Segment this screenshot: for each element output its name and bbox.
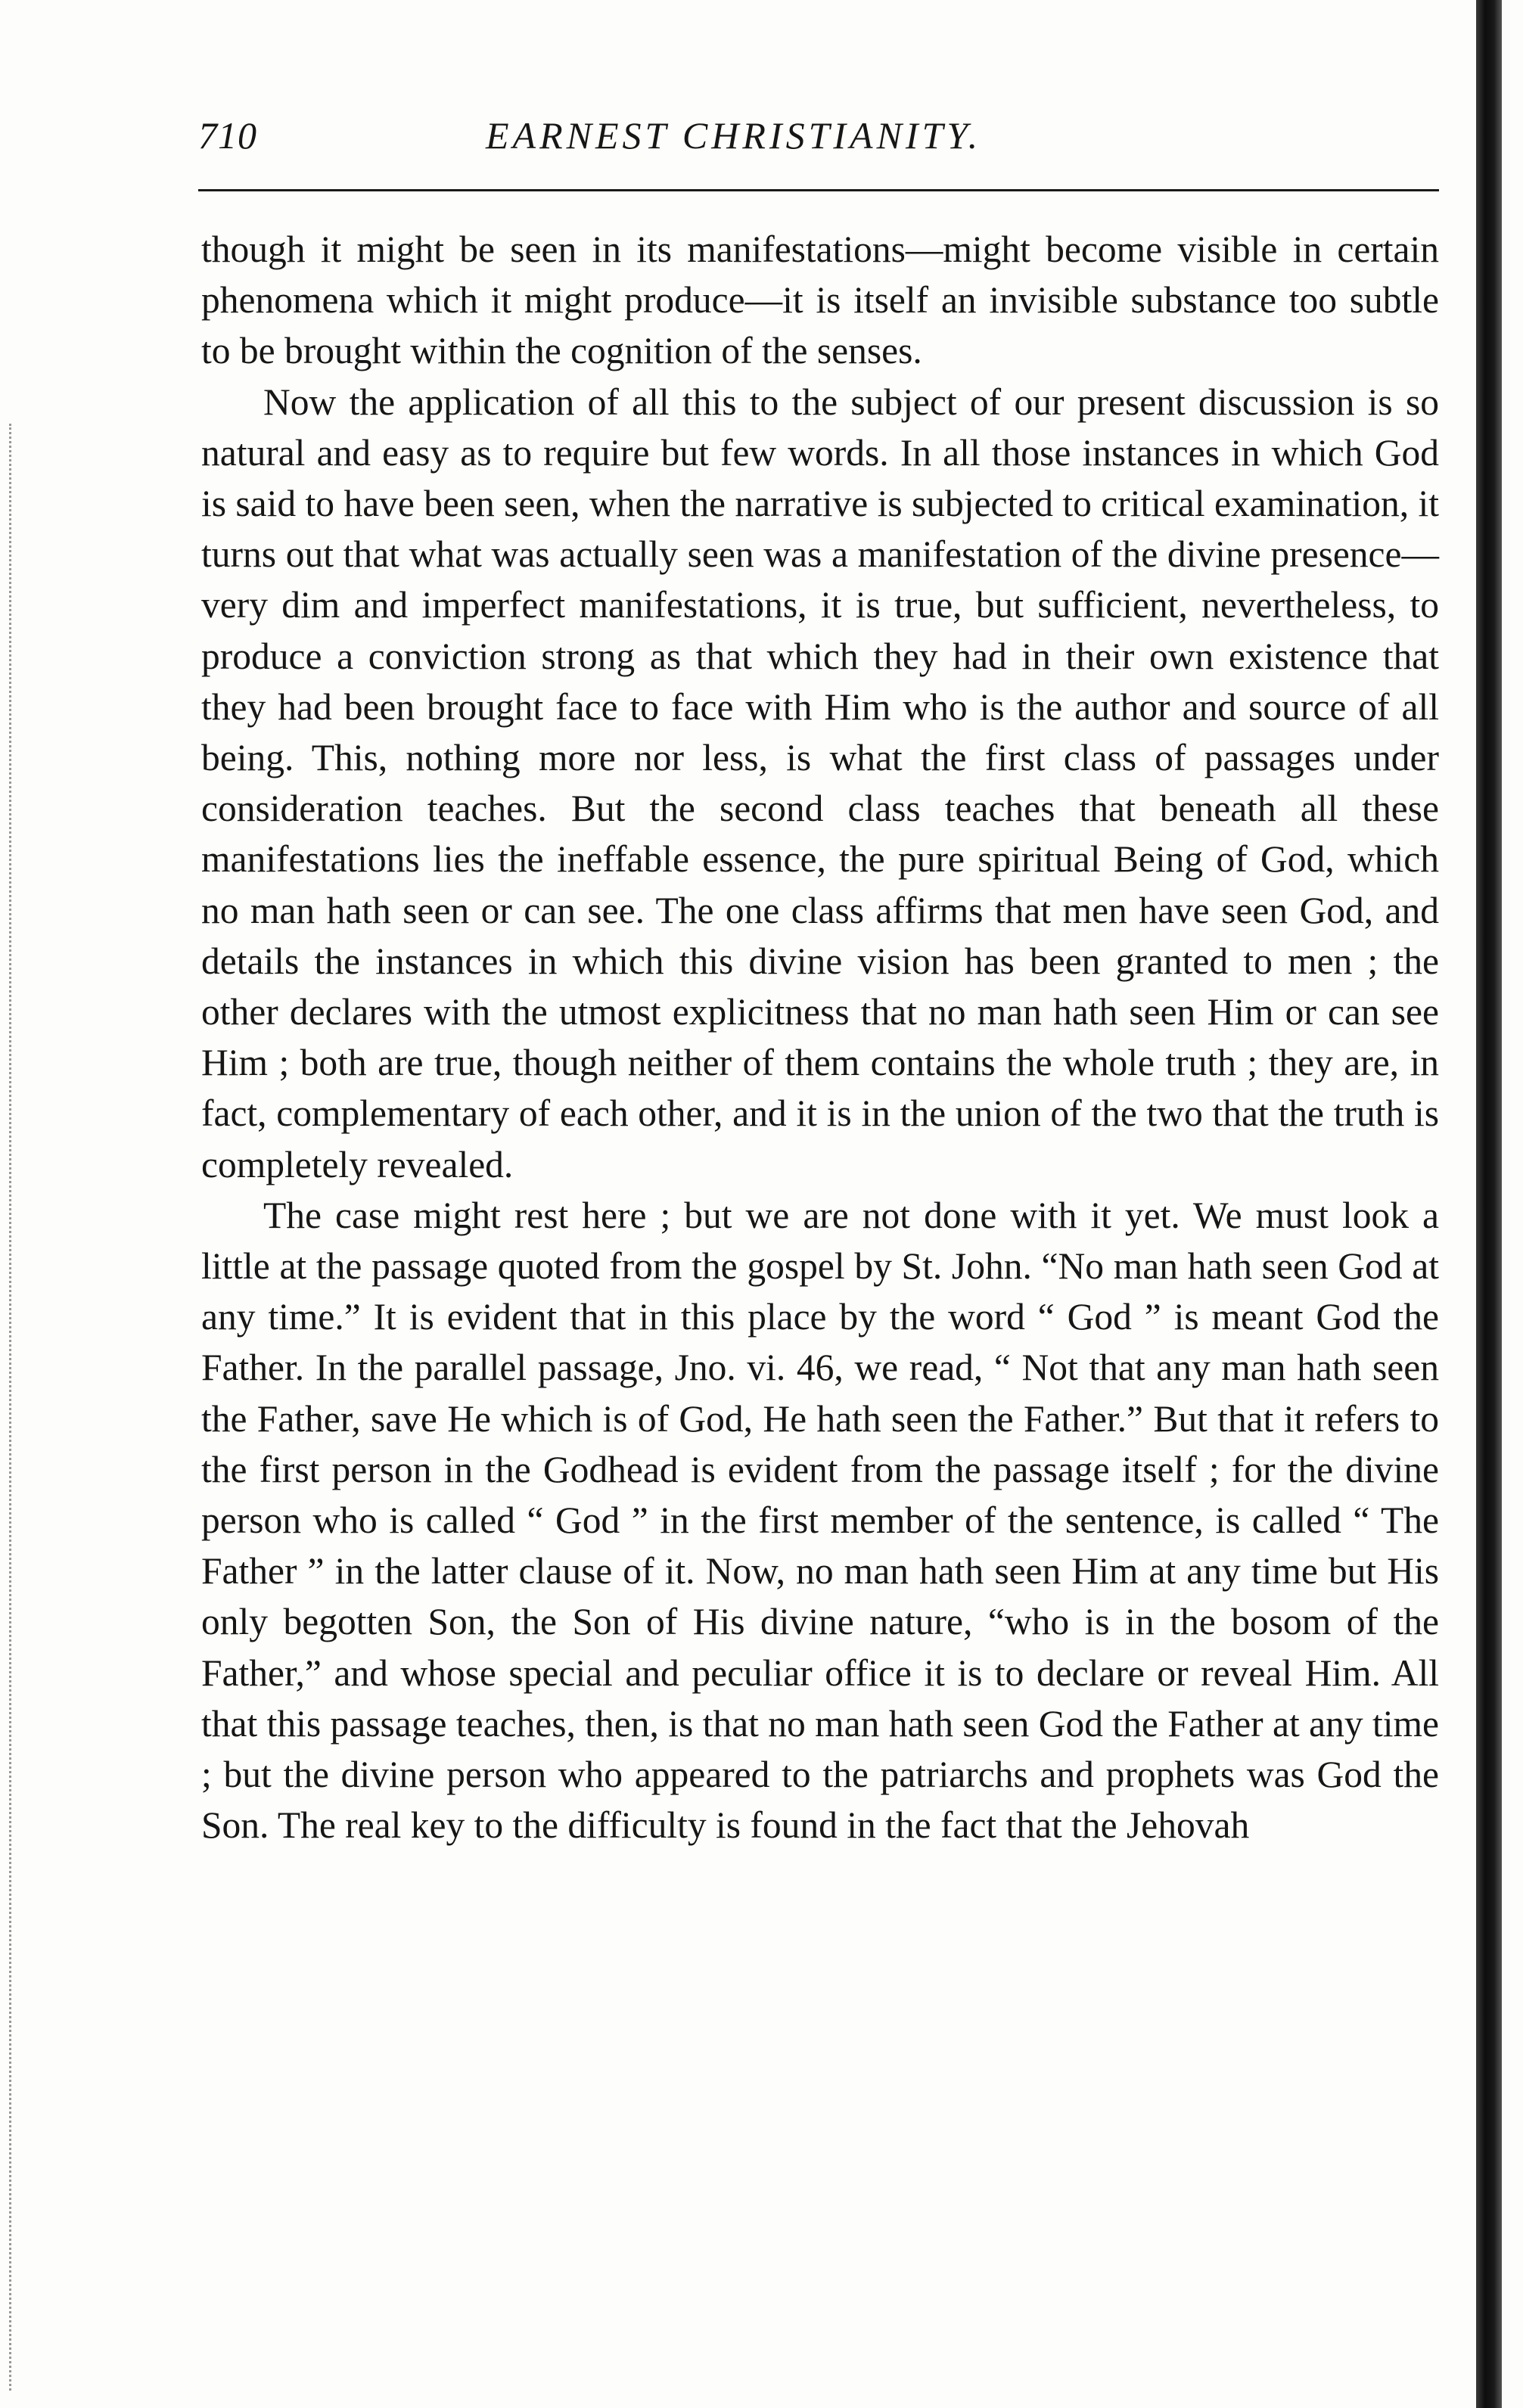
running-title: EARNEST CHRISTIANITY.	[486, 114, 982, 157]
header-rule	[198, 189, 1439, 191]
book-binding-edge	[1476, 0, 1502, 2408]
page-header	[198, 113, 1439, 174]
body-text	[201, 224, 1439, 1851]
paragraph-continuation: though it might be seen in its manifestations—might become visible in certain phenomena which it might produce—it is itself an invisible substance too subtle to be brought within the cognition of the senses.	[201, 228, 1439, 372]
page-number: 710	[198, 114, 257, 157]
paragraph-case: The case might rest here ; but we are not done with it yet. We must look a little at the passage quoted from the gospel by St. John. “No man hath seen God at any time.” It is evident that in this place by the word “ God ” is meant God the Father. In the parallel passage, Jno. vi. 46, we read, “ Not that any man hath seen the Father, save He which is of God, He hath seen the Father.” But that it refers to the first person in the Godhead is evident from the passage itself ; for the divine person who is called “ God ” in the first member of the sentence, is called “ The Father ” in the latter clause of it. Now, no man hath seen Him at any time but His only begotten Son, the Son of His divine nature, “who is in the bosom of the Father,” and whose special and peculiar office it is to declare or reveal Him. All that this passage teaches, then, is that no man hath seen God the Father at any time ; but the divine person who appeared to the patriarchs and prophets was God the Son. The real key to the difficulty is found in the fact that the Jehovah	[201, 1194, 1439, 1847]
page-edge-artifact	[9, 424, 14, 2391]
paragraph-application: Now the application of all this to the subject of our present discussion is so natural and easy as to require but few words. In all those instances in which God is said to have been seen, when the narrative is subjected to critical examination, it turns out that what was actually seen was a manifestation of the divine presence—very dim and imperfect manifestations, it is true, but sufficient, nevertheless, to produce a conviction strong as that which they had in their own existence that they had been brought face to face with Him who is the author and source of all being. This, nothing more nor less, is what the first class of passages under consideration teaches. But the second class teaches that beneath all these manifestations lies the ineffable essence, the pure spiritual Being of God, which no man hath seen or can see. The one class affirms that men have seen God, and details the instances in which this divine vision has been granted to men ; the other declares with the utmost explicitness that no man hath seen Him or can see Him ; both are true, though neither of them contains the whole truth ; they are, in fact, complementary of each other, and it is in the union of the two that the truth is completely revealed.	[201, 381, 1439, 1185]
